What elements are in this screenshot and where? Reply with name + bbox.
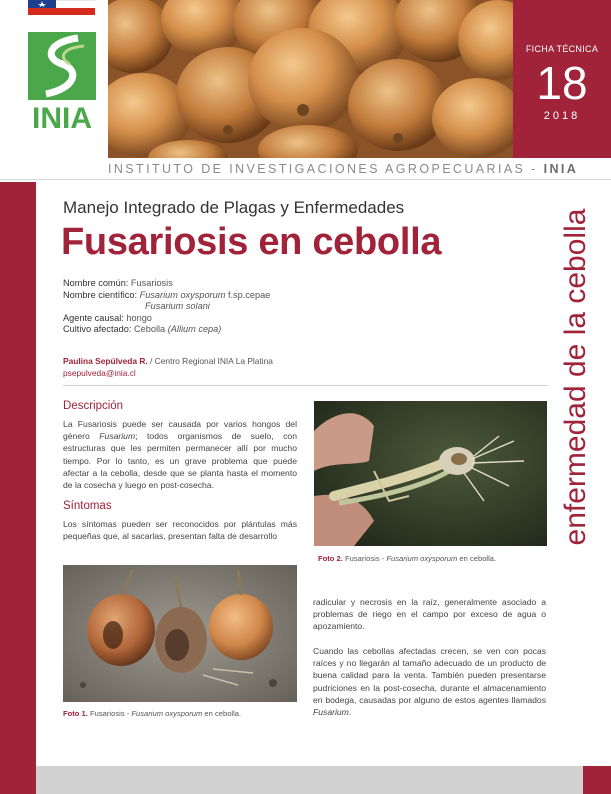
ficha-label: FICHA TÉCNICA: [525, 44, 599, 54]
paragraph-postcosecha: Cuando las cebollas afectadas crecen, se ven con pocas raíces y no llegarán al tamaño adecuado de un producto de buena calidad para la venta. También pueden presentarse pudriciones en la post-cosecha, durante el almacenamiento en bodega, causadas por alguno de estos agentes llamados Fusarium.: [313, 646, 546, 718]
disease-metadata: Nombre común: Fusariosis Nombre científico: Fusarium oxysporum f.sp.cepae Fusarium solani Agente causal: hongo Cultivo afectado: Cebolla (Allium cepa): [63, 278, 271, 335]
page-subtitle: Manejo Integrado de Plagas y Enfermedades: [63, 198, 405, 217]
caption-photo-1: Foto 1. Fusariosis - Fusarium oxysporum en cebolla.: [63, 709, 242, 718]
bottom-accent-block: [583, 766, 611, 794]
author-email[interactable]: psepulveda@inia.cl: [63, 368, 136, 378]
divider: [0, 179, 611, 180]
paragraph-sintomas: Los síntomas pueden ser reconocidos por plántulas más pequeñas que, al sacarlas, presentan falta de desarrollo: [63, 519, 297, 542]
ficha-year: 2018: [543, 110, 581, 122]
divider: [63, 385, 548, 386]
photo-1-rotten-onions: [63, 565, 297, 702]
heading-sintomas: Síntomas: [63, 500, 112, 512]
svg-text:INIA: INIA: [32, 102, 92, 132]
ficha-number: 18: [536, 57, 588, 109]
author-block: Paulina Sepúlveda R. / Centro Regional INIA La Platina psepulveda@inia.cl: [63, 356, 273, 378]
left-accent-bar: [0, 182, 36, 794]
caption-photo-2: Foto 2. Fusariosis - Fusarium oxysporum en cebolla.: [318, 554, 497, 563]
inia-logo: [28, 32, 96, 132]
onions-header-image: [108, 0, 513, 158]
page-title: Fusariosis en cebolla: [61, 221, 442, 263]
paragraph-sintomas-cont: radicular y necrosis en la raíz, generalmente asociado a problemas de riego en el campo por exceso de agua o apozamiento.: [313, 597, 546, 632]
side-category-label: enfermedad de la cebolla: [559, 208, 592, 546]
heading-descripcion: Descripción: [63, 400, 124, 412]
photo-2-onion-seedling: [314, 401, 547, 546]
institute-name: INSTITUTO DE INVESTIGACIONES AGROPECUARIAS - INIA: [108, 162, 579, 176]
ficha-tecnica-box: [513, 0, 611, 158]
bottom-gray-bar: [36, 766, 583, 794]
paragraph-descripcion: La Fusariosis puede ser causada por varios hongos del género Fusarium; todos organismos de suelo, con estructuras que les permiten permanecer allí por mucho tiempo. Por lo tanto, es un grave problema que puede afectar a la cebolla, desde que se planta hasta el momento de la cosecha y luego en post-cosecha.: [63, 419, 297, 491]
chile-flag-icon: [28, 0, 95, 15]
